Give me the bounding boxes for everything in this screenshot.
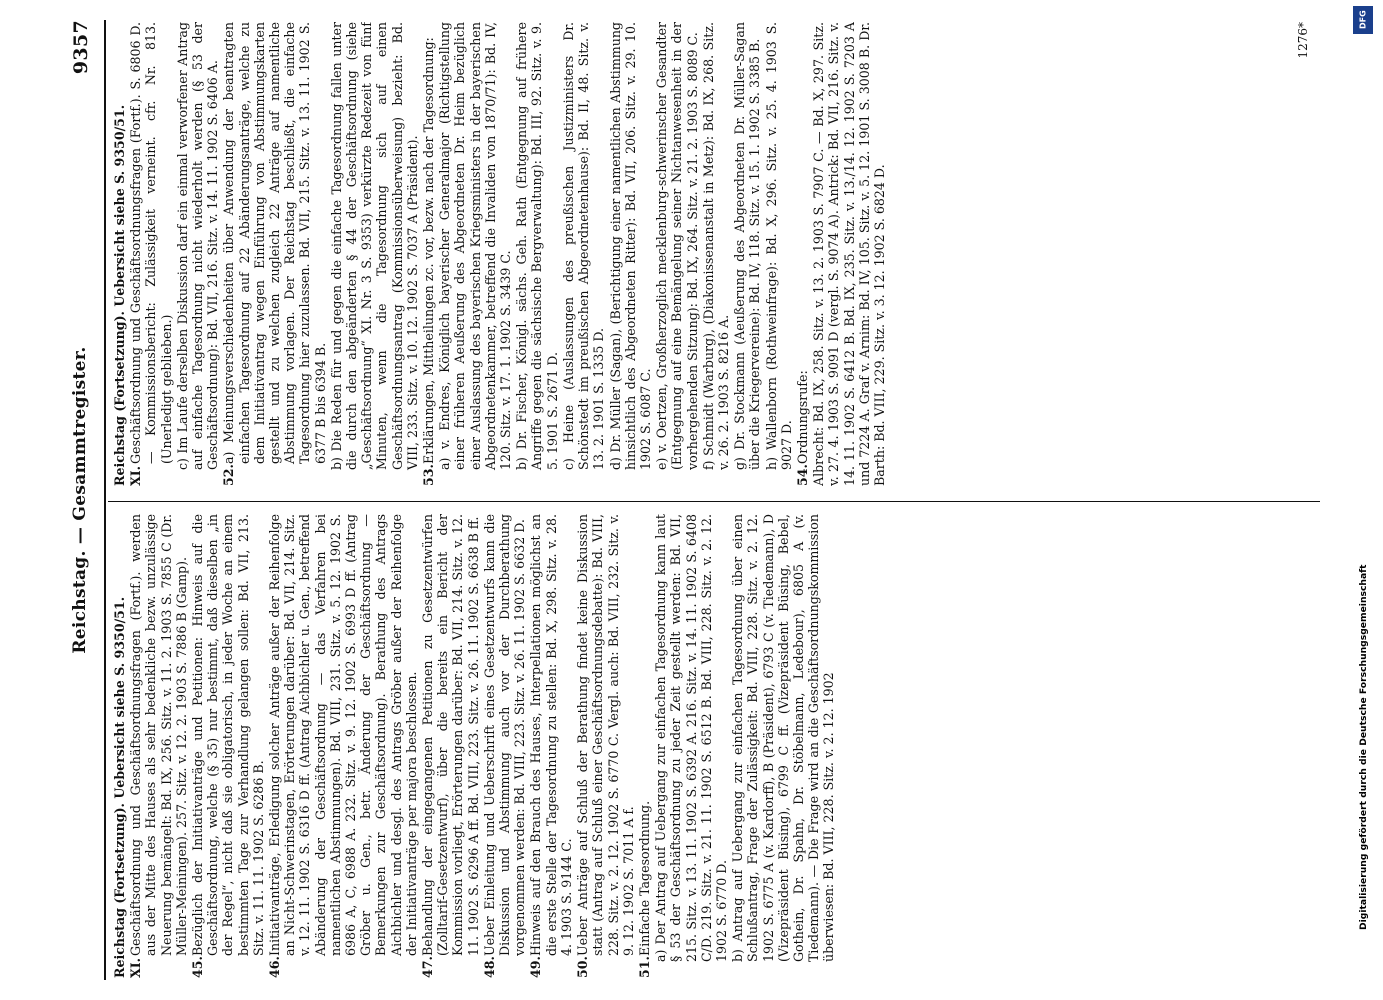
sub-entry: a) v. Endres, Königlich bayerischer Generalmajor (Richtigstellung einer früheren Aeußerung des Abgeordneten Dr. Heim bezüglich einer Auslassung des bayerischen Kriegsministers in der bayerischen Abgeordnetenkammer, betreffend die Invaliden von 1870/71): Bd. IV, 120. Sitz. v. 17. 1. 1902 S. 3439 C. xyxy=(437,22,514,470)
entry-text: Geschäftsordnung und Geschäftsordnungsfragen (Fortf.). S. 6806 D. — Kommissionsbericht: Zulässigkeit verneint. cfr. Nr. 813. (Unerledigt geblieben.) xyxy=(128,22,174,464)
entry-number: XI. xyxy=(128,957,144,978)
sub-entry: e) v. Oertzen, Großherzoglich mecklenburg-schwerinscher Gesandter (Entgegnung auf eine Bemängelung seiner Nichtanwesenheit in der vorhergehenden Sitzung): Bd. IX, 264. Sitz. v. 21. 2. 1903 S. 8089 C. xyxy=(654,22,700,470)
register-entry xyxy=(421,22,436,486)
entry-number: 54. xyxy=(794,464,810,486)
section-heading: Reichstag (Fortsetzung). Uebersicht siehe S. 9350/51. xyxy=(112,104,127,486)
entry-text-block: Albrecht: Bd. IX, 258. Sitz. v. 13. 2. 1903 S. 7907 C. — Bd. X, 297. Sitz. v. 27. 4. 1903 S. 9091 D (vergl. S. 9074 A). Antrick: Bd. VII, 216. Sitz. v. 14. 11. 1902 S. 6412 B. Bd. IX, 235. Sitz. v. 13./14. 12. 1902 S. 7203 A und 7224 A. Graf v. Arnim: Bd. IV, 105. Sitz. v. 5. 12. 1901 S. 3008 B. Dr. Barth: Bd. VIII, 229. Sitz. v. 3. 12. 1902 S. 6824 D. xyxy=(811,22,887,486)
digitization-credit: Digitalisierung gefördert durch die Deutsche Forschungsgemeinschaft xyxy=(1358,564,1369,930)
entry-number: 46. xyxy=(267,956,283,978)
register-entry xyxy=(128,514,189,978)
page-number: 9357 xyxy=(70,20,92,75)
entry-text: Ueber Anträge auf Schluß der Berathung findet keine Diskussion statt (Antrag auf Schluß einer Geschäftsordnungsdebatte): Bd. VIII, 228. Sitz. v. 2. 12. 1902 S. 6770 C. Vergl. auch: Bd. VIII, 232. Sitz. v. 9. 12. 1902 S. 7011 A f. xyxy=(575,514,636,956)
entry-number: XI. xyxy=(128,465,144,486)
sub-entry: d) Dr. Müller (Sagan), (Berichtigung einer namentlichen Abstimmung hinsichtlich des Abgeordneten Ritter): Bd. VII, 206. Sitz. v. 29. 10. 1902 S. 6087 C. xyxy=(607,22,653,470)
entry-number: 48. xyxy=(481,956,497,978)
register-entry xyxy=(637,514,652,978)
entry-text: Erklärungen, Mittheilungen zc. vor, bezw. nach der Tagesordnung: xyxy=(421,37,437,464)
entry-number: 50. xyxy=(575,956,591,978)
register-entry xyxy=(190,514,266,978)
entry-text: Initiativanträge, Erledigung solcher Anträge außer der Reihenfolge an Nicht-Schwerinstagen, Erörterungen darüber: Bd. VII, 214. Sitz. v. 12. 11. 1902 S. 6316 D ff. (Antrag Aichbichler u. Gen., betreffend Abänderung der Geschäftsordnung — das Verfahren bei namentlichen Abstimmungen). Bd. VIII, 231. Sitz. v. 5. 12. 1902 S. 6986 A, C, 6988 A. 232. Sitz. v. 9. 12. 1902 S. 6993 D ff. (Antrag Gröber u. Gen., betr. Änderung der Geschäftsordnung — Bemerkungen zur Geschäftsordnung). Berathung des Antrags Aichbichler und desgl. des Antrags Gröber außer der Reihenfolge der Initiativanträge per majora beschlossen. xyxy=(267,514,419,956)
entry-text: a) Meinungsverschiedenheiten über Anwendung der beantragten einfachen Tagesordnung auf 22 Abänderungsanträge, welche zu dem Initiativantrag wegen Einführung von Abstimmungskarten gestellt und zu welchen zugleich 22 Anträge auf namentliche Abstimmung vorlagen. Der Reichstag beschließt, die einfache Tagesordnung hier zuzulassen. Bd. VII, 215. Sitz. v. 13. 11. 1902 S. 6377 B bis 6394 B. xyxy=(221,22,328,464)
sub-entry: h) Wallenborn (Rothweinfrage): Bd. X, 296. Sitz. v. 25. 4. 1903 S. 9027 D. xyxy=(763,22,794,470)
entry-text: Geschäftsordnung und Geschäftsordnungsfragen (Fortf.). werden aus der Mitte des Hauses als sehr bedenkliche bezw. unzulässige Neuerung bemängelt: Bd. IX, 256. Sitz. v. 11. 2. 1903 S. 7855 C (Dr. Müller-Meiningen). 257. Sitz. v. 12. 2. 1903 S. 7886 B (Gamp). xyxy=(128,514,189,956)
register-entry xyxy=(528,514,574,978)
entry-number: 49. xyxy=(528,956,544,978)
sub-entry: b) Die Reden für und gegen die einfache Tagesordnung fallen unter die durch den abgeänderten § 44 der Geschäftsordnung (siehe „Geschäftsordnung“ XI. Nr. 3 S. 9353) verkürzte Redezeit von fünf Minuten, wenn die Tagesordnung sich auf einen Geschäftsordnungsantrag (Kommissionsüberweisung) bezieht: Bd. VIII, 233. Sitz. v. 10. 12. 1902 S. 7037 A (Präsident). xyxy=(328,22,420,470)
sub-entry: c) Im Laufe derselben Diskussion darf ein einmal verworfener Antrag auf einfache Tagesordnung nicht wiederholt werden (§ 53 der Geschäftsordnung): Bd. VII, 216. Sitz. v. 14. 11. 1902 S. 6406 A. xyxy=(174,22,221,470)
header-rule xyxy=(104,20,106,980)
register-entry xyxy=(420,514,481,978)
sub-entry: b) Antrag auf Uebergang zur einfachen Tagesordnung über einen Schlußantrag, Frage der Zulässigkeit: Bd. VIII, 228. Sitz. v. 2. 12. 1902 S. 6775 A (v. Kardorff), B (Präsident), 6793 C (v. Tiedemann), D (Vizepräsident Büsing), 6799 C ff. (Vizepräsident Büsing, Bebel, Gothein, Dr. Spahn, Dr. Stöbelmann, Ledebour), 6805 A (v. Tiedemann). — Die Frage wird an die Geschäftsordnungskommission überwiesen: Bd. VIII, 228. Sitz. v. 2. 12. 1902 xyxy=(730,514,837,962)
left-column xyxy=(112,514,1312,978)
entry-text: Ordnungsrufe: xyxy=(794,370,810,464)
dfg-logo: DFG xyxy=(1353,6,1373,34)
register-entry xyxy=(267,514,419,978)
entry-number: 45. xyxy=(190,956,206,978)
entry-number: 47. xyxy=(420,956,436,978)
entry-number: 53. xyxy=(421,464,437,486)
column-divider xyxy=(108,501,1320,502)
register-entry xyxy=(128,22,174,486)
right-column xyxy=(112,22,1312,486)
entry-text: Hinweis auf den Brauch des Hauses, Interpellationen möglichst an die erste Stelle der Tagesordnung zu stellen: Bd. X, 298. Sitz. v. 28. 4. 1903 S. 9144 C. xyxy=(528,514,574,956)
sub-entry: a) Der Antrag auf Uebergang zur einfachen Tagesordnung kann laut § 53 der Geschäftsordnung zu jeder Zeit gestellt werden: Bd. VII, 215. Sitz. v. 13. 11. 1902 S. 6392 A. 216. Sitz. v. 14. 11. 1902 S. 6408 C/D. 219. Sitz. v. 21. 11. 1902 S. 6512 B. Bd. VIII, 228. Sitz. v. 2. 12. 1902 S. 6770 D. xyxy=(653,514,729,962)
entry-number: 51. xyxy=(636,956,652,978)
entry-text: Ueber Einleitung und Ueberschrift eines Gesetzentwurfs kann die Diskussion und Abstimmung auch vor der Durchberathung vorgenommen werden: Bd. VIII, 223. Sitz. v. 26. 11. 1902 S. 6632 D. xyxy=(481,514,528,956)
page-header xyxy=(62,20,102,980)
entry-text: Einfache Tagesordnung. xyxy=(636,800,652,956)
sub-entry: b) Dr. Fischer, Königl. sächs. Geh. Rath (Entgegnung auf frühere Angriffe gegen die sächsische Bergverwaltung): Bd. III, 92. Sitz. v. 9. 5. 1901 S. 2671 D. xyxy=(514,22,560,470)
sub-entry: g) Dr. Stockmann (Aeußerung des Abgeordneten Dr. Müller-Sagan über die Kriegervereine): Bd. IV, 118. Sitz. v. 15. 1. 1902 S. 3385 B. xyxy=(732,22,763,470)
register-entry xyxy=(575,514,636,978)
entry-text: Bezüglich der Initiativanträge und Petitionen: Hinweis auf die Geschäftsordnung, welche (§ 35) nur bestimmt, daß dieselben „in der Regel“, nicht daß sie obligatorisch, in jeder Woche an einem bestimmten Tage zur Verhandlung gelangen sollen: Bd. VII, 213. Sitz. v. 11. 11. 1902 S. 6286 B. xyxy=(190,514,266,956)
register-entry xyxy=(795,22,810,486)
sub-entry: c) Heine (Auslassungen des preußischen Justizministers Dr. Schönstedt im preußischen Abgeordnetenhause): Bd. II, 48. Sitz. v. 13. 2. 1901 S. 1335 D. xyxy=(560,22,607,470)
register-entry xyxy=(221,22,327,486)
section-heading: Reichstag (Fortsetzung). Uebersicht siehe S. 9350/51. xyxy=(112,596,127,978)
sub-entry: f) Schmidt (Warburg), (Diakonissenanstalt in Metz): Bd. IX, 268. Sitz. v. 26. 2. 1903 S. 8216 A. xyxy=(700,22,731,470)
register-entry xyxy=(482,514,528,978)
entry-number: 52. xyxy=(221,464,237,486)
entry-text: Behandlung der eingegangenen Petitionen zu Gesetzentwürfen (Zolltarif-Gesetzentwurf), über die bereits ein Bericht der Kommission vorliegt, Erörterungen darüber: Bd. VII, 214. Sitz. v. 12. 11. 1902 S. 6296 A ff. Bd. VIII, 223. Sitz. v. 26. 11. 1902 S. 6638 B ff. xyxy=(420,514,481,956)
page-mark: 1276* xyxy=(1296,22,1310,59)
running-title: Reichstag. — Gesammtregister. xyxy=(70,346,90,654)
